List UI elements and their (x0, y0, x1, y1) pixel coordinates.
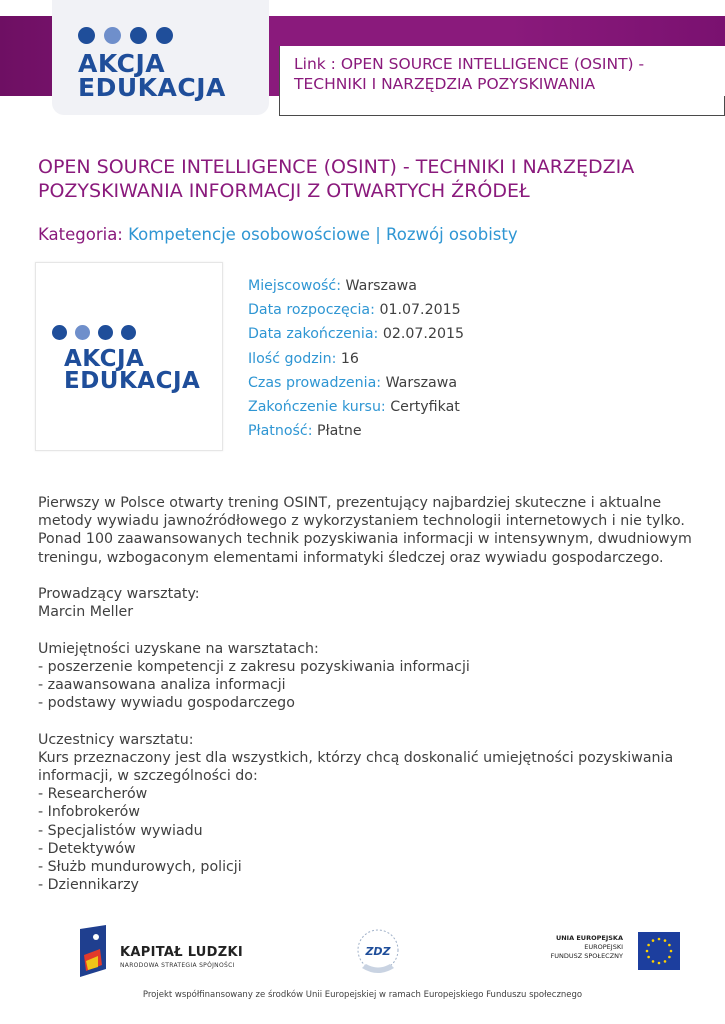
thumbnail-dots (52, 325, 136, 340)
logo-dot (104, 27, 121, 44)
akcja-edukacja-logo[interactable] (52, 0, 269, 115)
detail-completion (248, 397, 464, 421)
list-item: - Infobrokerów (38, 804, 140, 821)
detail-key: Miejscowość: (248, 278, 341, 294)
detail-value: Warszawa (345, 278, 417, 294)
list-item: - Służb mundurowych, policji (38, 859, 242, 876)
detail-location (248, 276, 464, 300)
detail-hours (248, 349, 464, 373)
logo-dot (78, 27, 95, 44)
logo-text (78, 49, 226, 102)
detail-key: Ilość godzin: (248, 350, 337, 367)
list-item: - Detektywów (38, 840, 136, 857)
kapital-title: KAPITAŁ LUDZKI (120, 945, 243, 960)
header-link[interactable]: Link : OPEN SOURCE INTELLIGENCE (OSINT) - TECHNIKI I NARZĘDZIA POZYSKIWANIA (294, 55, 645, 93)
thumbnail-dot (52, 325, 67, 340)
detail-value: Warszawa (385, 374, 458, 391)
trainer-heading: Prowadzący warsztaty: (38, 586, 200, 602)
intro-paragraph: Pierwszy w Polsce otwarty trening OSINT, prezentujący najbardziej skuteczne i aktualne metody wywiadu jawnoźródłowego z wykorzystaniem technologii internetowych i nie tylko. Ponad 100 zaawansowanych technik pozyskiwania informacji w intensywnym, dwudniowym treningu, wzbogaconym elementami informatyki śledczej oraz wywiadu gospodarczego. (38, 495, 692, 566)
list-item: - Researcherów (38, 786, 148, 803)
list-item: - podstawy wywiadu gospodarczego (38, 695, 295, 712)
detail-venue (248, 373, 464, 397)
spacer (38, 712, 698, 730)
list-item: - poszerzenie kompetencji z zakresu pozyskiwania informacji (38, 658, 470, 675)
spacer (38, 567, 698, 585)
detail-end-date (248, 324, 464, 348)
detail-value: 02.07.2015 (382, 326, 465, 343)
eu-line2: EUROPEJSKI (584, 943, 623, 951)
participants-heading: Uczestnicy warsztatu: (38, 731, 194, 748)
kapital-subtitle: NARODOWA STRATEGIA SPÓJNOŚCI (120, 962, 235, 969)
detail-key: Data rozpoczęcia: (248, 302, 375, 319)
category-line (38, 225, 518, 245)
eu-text (545, 934, 623, 961)
zdz-text: ZDZ (365, 945, 391, 958)
participants-intro: Kurs przeznaczony jest dla wszystkich, którzy chcą doskonalić umiejętności pozyskiwania informacji, w szczególności do: (38, 749, 674, 784)
detail-key: Płatność: (248, 423, 313, 440)
page-title: OPEN SOURCE INTELLIGENCE (OSINT) - TECHNIKI I NARZĘDZIA POZYSKIWANIA INFORMACJI Z OTWARTYCH ŹRÓDEŁ (38, 156, 635, 202)
detail-value: 16 (340, 350, 359, 367)
category-label: Kategoria: (38, 225, 123, 244)
eu-line1: UNIA EUROPEJSKA (555, 934, 623, 942)
detail-key: Data zakończenia: (248, 326, 379, 343)
logo-line1: AKCJA (78, 49, 166, 78)
list-item: - zaawansowana analiza informacji (38, 677, 286, 693)
thumbnail-dot (121, 325, 136, 340)
course-details (248, 276, 464, 445)
logo-dot (130, 27, 147, 44)
link-box[interactable] (279, 46, 725, 116)
eu-logo (545, 932, 680, 972)
detail-start-date (248, 300, 464, 324)
eu-flag-icon (638, 932, 680, 970)
list-item: - Specjalistów wywiadu (38, 822, 203, 839)
logo-dots (78, 27, 173, 44)
detail-key: Zakończenie kursu: (248, 398, 386, 415)
kapital-ludzki-flag-icon (78, 925, 108, 977)
thumbnail-line1: AKCJA (64, 346, 145, 372)
logo-dot (156, 27, 173, 44)
kapital-ludzki-logo (78, 925, 248, 977)
footer-note: Projekt współfinansowany ze środków Unii Europejskiej w ramach Europejskiego Funduszu społecznego (142, 990, 583, 1000)
eu-line3: FUNDUSZ SPOŁECZNY (550, 952, 623, 960)
course-description (38, 494, 698, 894)
detail-value: Płatne (317, 423, 362, 440)
course-thumbnail (35, 262, 223, 451)
skills-heading: Umiejętności uzyskane na warsztatach: (38, 640, 319, 657)
zdz-logo-icon (350, 924, 406, 980)
category-value[interactable]: Kompetencje osobowościowe | Rozwój osobisty (128, 225, 518, 244)
footer-logos (0, 920, 725, 985)
thumbnail-logo-text (64, 348, 200, 392)
detail-payment (248, 421, 464, 445)
detail-value: Certyfikat (390, 398, 460, 415)
detail-value: 01.07.2015 (379, 302, 461, 319)
thumbnail-line2: EDUKACJA (64, 368, 201, 394)
logo-line2: EDUKACJA (78, 73, 226, 102)
spacer (38, 621, 698, 639)
detail-key: Czas prowadzenia: (248, 374, 382, 391)
thumbnail-dot (75, 325, 90, 340)
thumbnail-dot (98, 325, 113, 340)
list-item: - Dziennikarzy (38, 877, 139, 894)
trainer-name: Marcin Meller (38, 604, 134, 621)
